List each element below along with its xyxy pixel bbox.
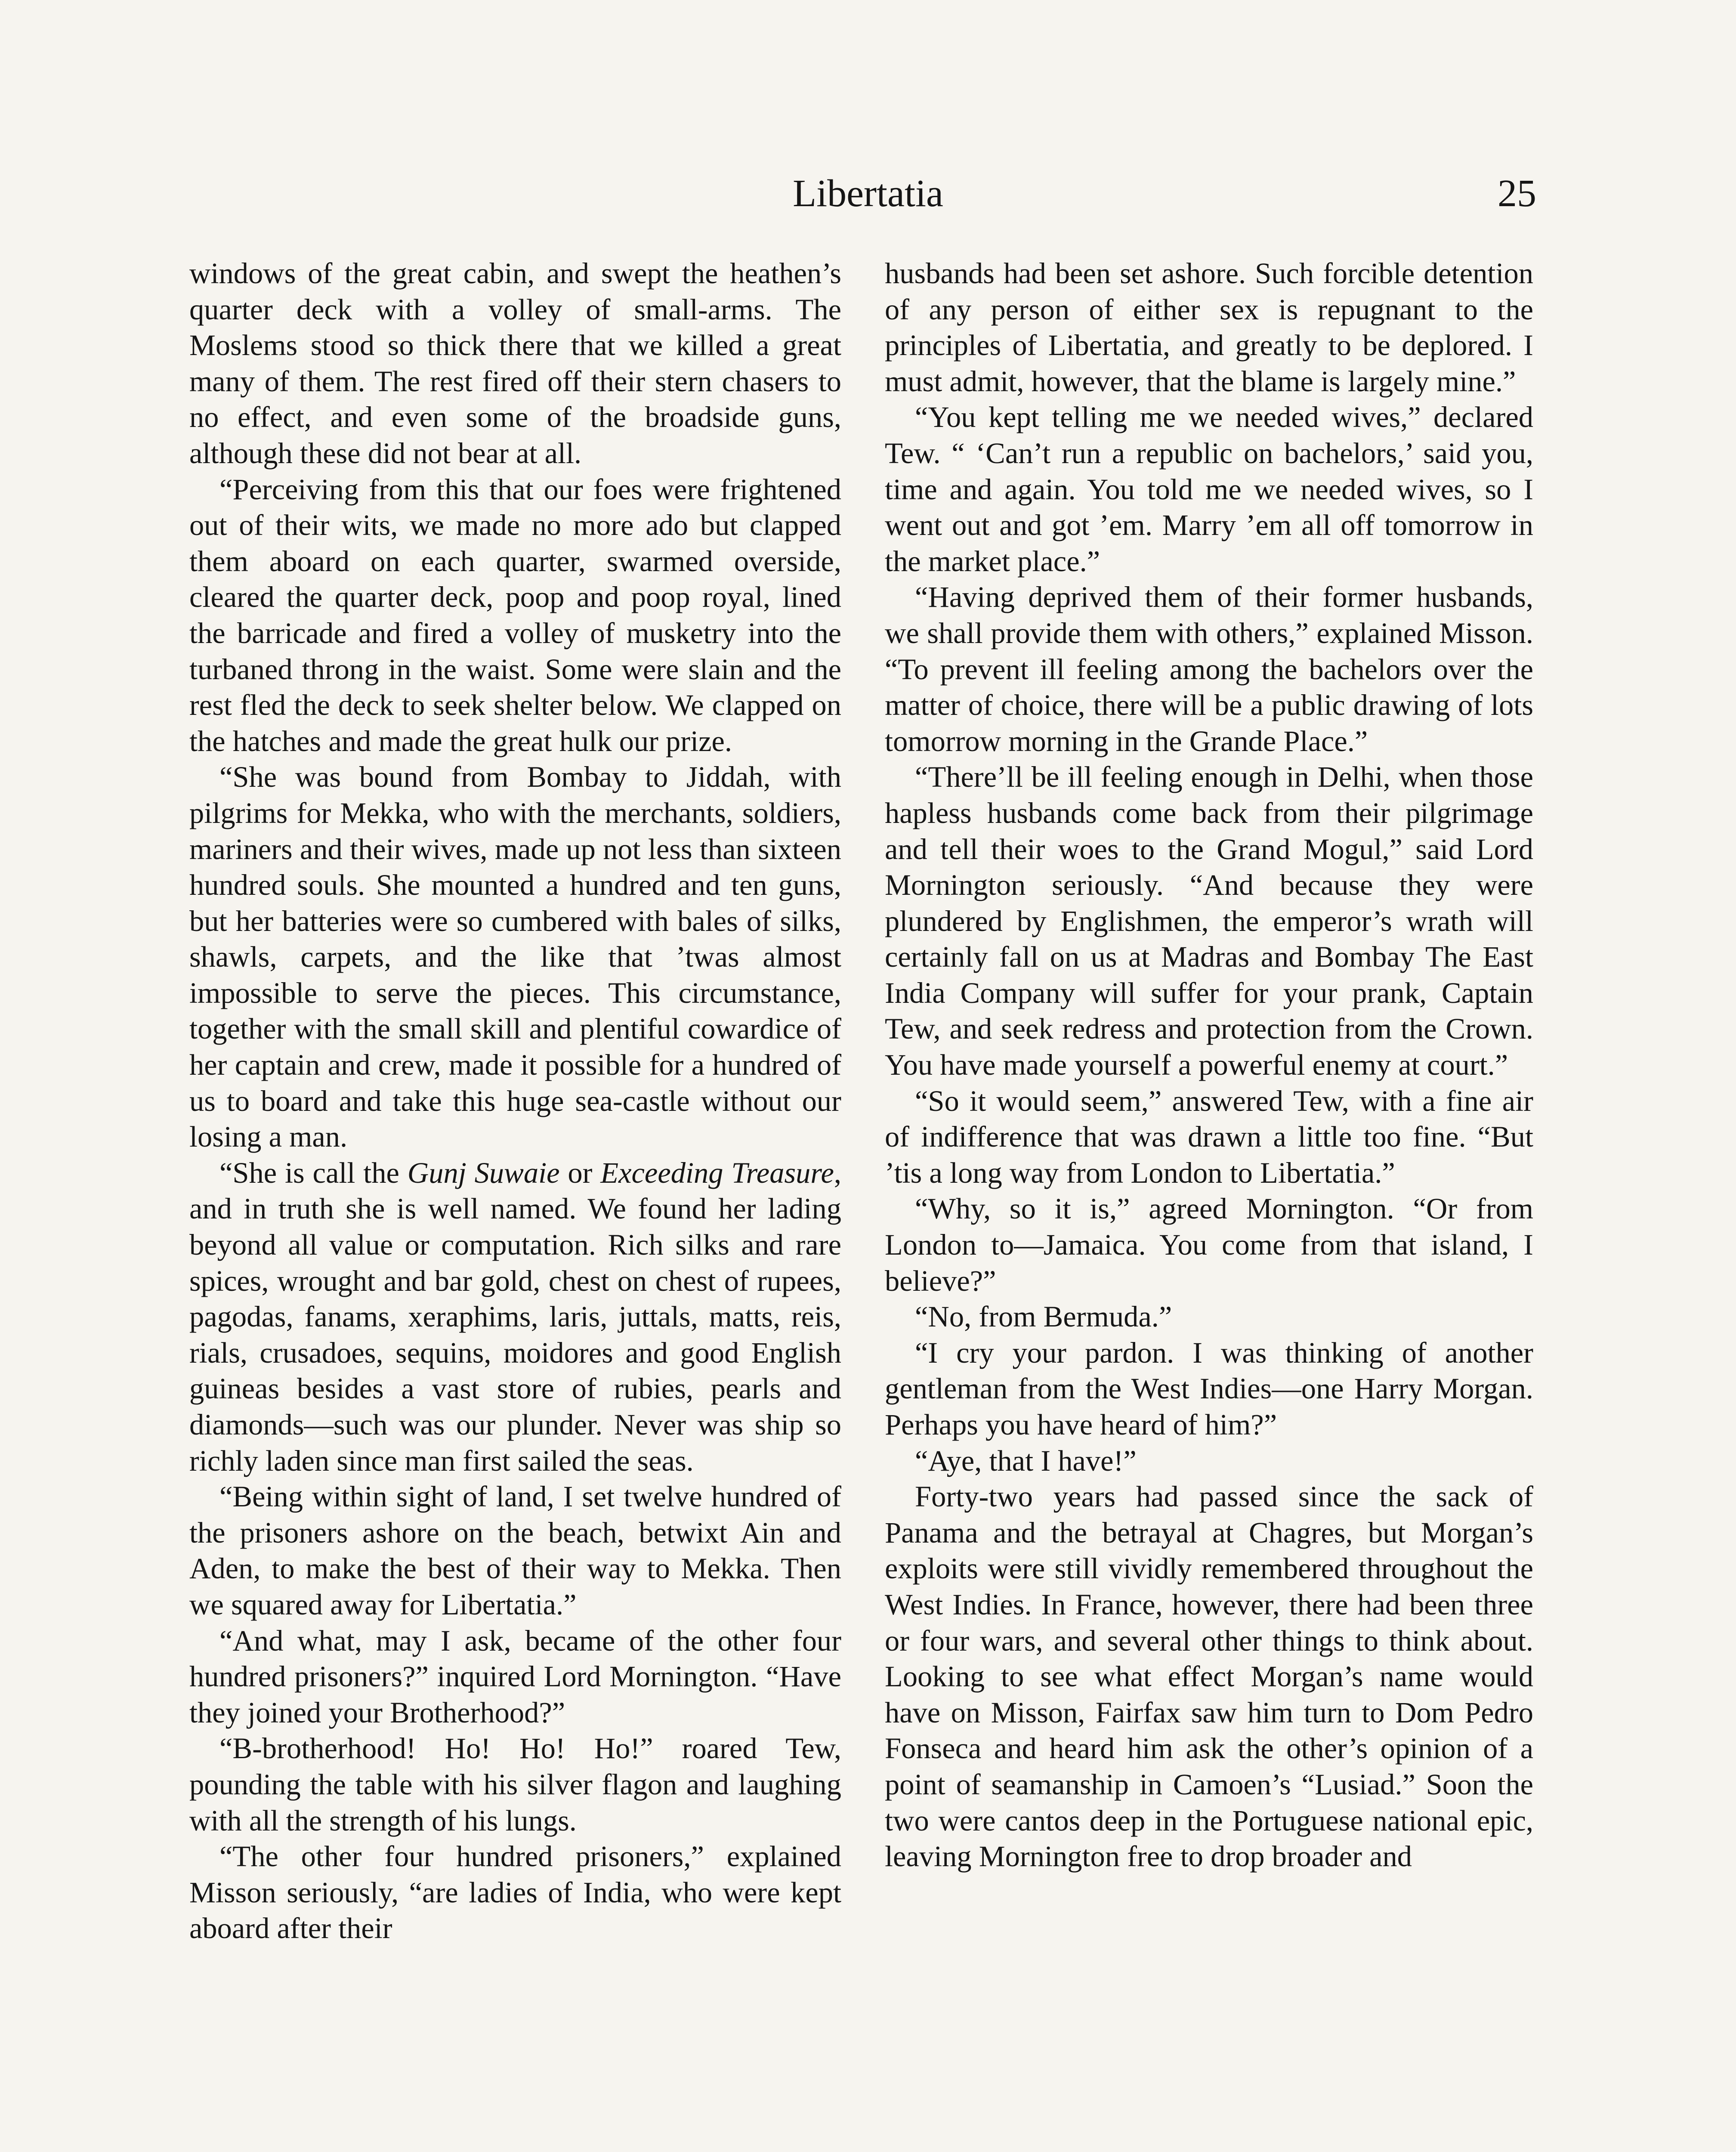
- paragraph: “So it would seem,” answered Tew, with a fine air of indifference that was drawn a little too fine. “But ’tis a long way from London to Libertatia.”: [885, 1084, 1533, 1189]
- paragraph: “And what, may I ask, became of the other four hundred prisoners?” inquired Lord Mornington. “Have they joined your Brotherhood?”: [189, 1624, 841, 1729]
- right-text-column: [885, 256, 1533, 2152]
- paragraph: “You kept telling me we needed wives,” declared Tew. “ ‘Can’t run a republic on bachelors,’ said you, time and again. You told me we needed wives, so I went out and got ’em. Marry ’em all off tomorrow in the market place.”: [885, 401, 1533, 578]
- paragraph: “I cry your pardon. I was thinking of another gentleman from the West Indies—one Harry Morgan. Perhaps you have heard of him?”: [885, 1336, 1533, 1441]
- paragraph: “She was bound from Bombay to Jiddah, with pilgrims for Mekka, who with the merchants, soldiers, mariners and their wives, made up not less than sixteen hundred souls. She mounted a hundred and ten guns, but her batteries were so cumbered with bales of silks, shawls, carpets, and the like that ’twas almost impossible to serve the pieces. This circumstance, together with the small skill and plentiful cowardice of her captain and crew, made it possible for a hundred of us to board and take this huge sea-castle without our losing a man.: [189, 761, 841, 1153]
- paragraph: Forty-two years had passed since the sack of Panama and the betrayal at Chagres, but Morgan’s exploits were still vividly remembered throughout the West Indies. In France, however, there had been three or four wars, and several other things to think about. Looking to see what effect Morgan’s name would have on Misson, Fairfax saw him turn to Dom Pedro Fonseca and heard him ask the other’s opinion of a point of seamanship in Camoen’s “Lusiad.” Soon the two were cantos deep in the Portuguese national epic, leaving Mornington free to drop broader and: [885, 1480, 1533, 1873]
- page-header: [0, 166, 1736, 222]
- paragraph: “Having deprived them of their former husbands, we shall provide them with others,” explained Misson. “To prevent ill feeling among the bachelors over the matter of choice, there will be a public drawing of lots tomorrow morning in the Grande Place.”: [885, 581, 1533, 758]
- paragraph: husbands had been set ashore. Such forcible detention of any person of either sex is repugnant to the principles of Libertatia, and greatly to be deplored. I must admit, however, that the blame is largely mine.”: [885, 257, 1533, 398]
- paragraph: “B-brotherhood! Ho! Ho! Ho!” roared Tew, pounding the table with his silver flagon and laughing with all the strength of his lungs.: [189, 1732, 841, 1837]
- paragraph: “She is call the Gunj Suwaie or Exceeding Treasure, and in truth she is well named. We found her lading beyond all value or computation. Rich silks and rare spices, wrought and bar gold, chest on chest of rupees, pagodas, fanams, xeraphims, laris, juttals, matts, reis, rials, crusadoes, sequins, moidores and good English guineas besides a vast store of rubies, pearls and diamonds—such was our plunder. Never was ship so richly laden since man first sailed the seas.: [189, 1156, 841, 1477]
- page-title: Libertatia: [793, 172, 943, 215]
- paragraph: “There’ll be ill feeling enough in Delhi, when those hapless husbands come back from their pilgrimage and tell their woes to the Grand Mogul,” said Lord Mornington seriously. “And because they were plundered by Englishmen, the emperor’s wrath will certainly fall on us at Madras and Bombay The East India Company will suffer for your prank, Captain Tew, and seek redress and protection from the Crown. You have made yourself a powerful enemy at court.”: [885, 761, 1533, 1082]
- paragraph: “Perceiving from this that our foes were frightened out of their wits, we made no more ado but clapped them aboard on each quarter, swarmed overside, cleared the quarter deck, poop and poop royal, lined the barricade and fired a volley of musketry into the turbaned throng in the waist. Some were slain and the rest fled the deck to seek shelter below. We clapped on the hatches and made the great hulk our prize.: [189, 473, 841, 758]
- paragraph: “The other four hundred prisoners,” explained Misson seriously, “are ladies of India, who were kept aboard after their: [189, 1840, 841, 1945]
- paragraph: “Aye, that I have!”: [915, 1444, 1137, 1477]
- left-text-column: [189, 256, 841, 2152]
- paragraph: “Why, so it is,” agreed Mornington. “Or from London to—Jamaica. You come from that island, I believe?”: [885, 1192, 1533, 1297]
- paragraph: “Being within sight of land, I set twelve hundred of the prisoners ashore on the beach, betwixt Ain and Aden, to make the best of their way to Mekka. Then we squared away for Libertatia.”: [189, 1480, 841, 1621]
- paragraph: windows of the great cabin, and swept the heathen’s quarter deck with a volley of small-arms. The Moslems stood so thick there that we killed a great many of them. The rest fired off their stern chasers to no effect, and even some of the broadside guns, although these did not bear at all.: [189, 257, 841, 470]
- paragraph: “No, from Bermuda.”: [915, 1300, 1172, 1333]
- page-number: 25: [1498, 172, 1536, 215]
